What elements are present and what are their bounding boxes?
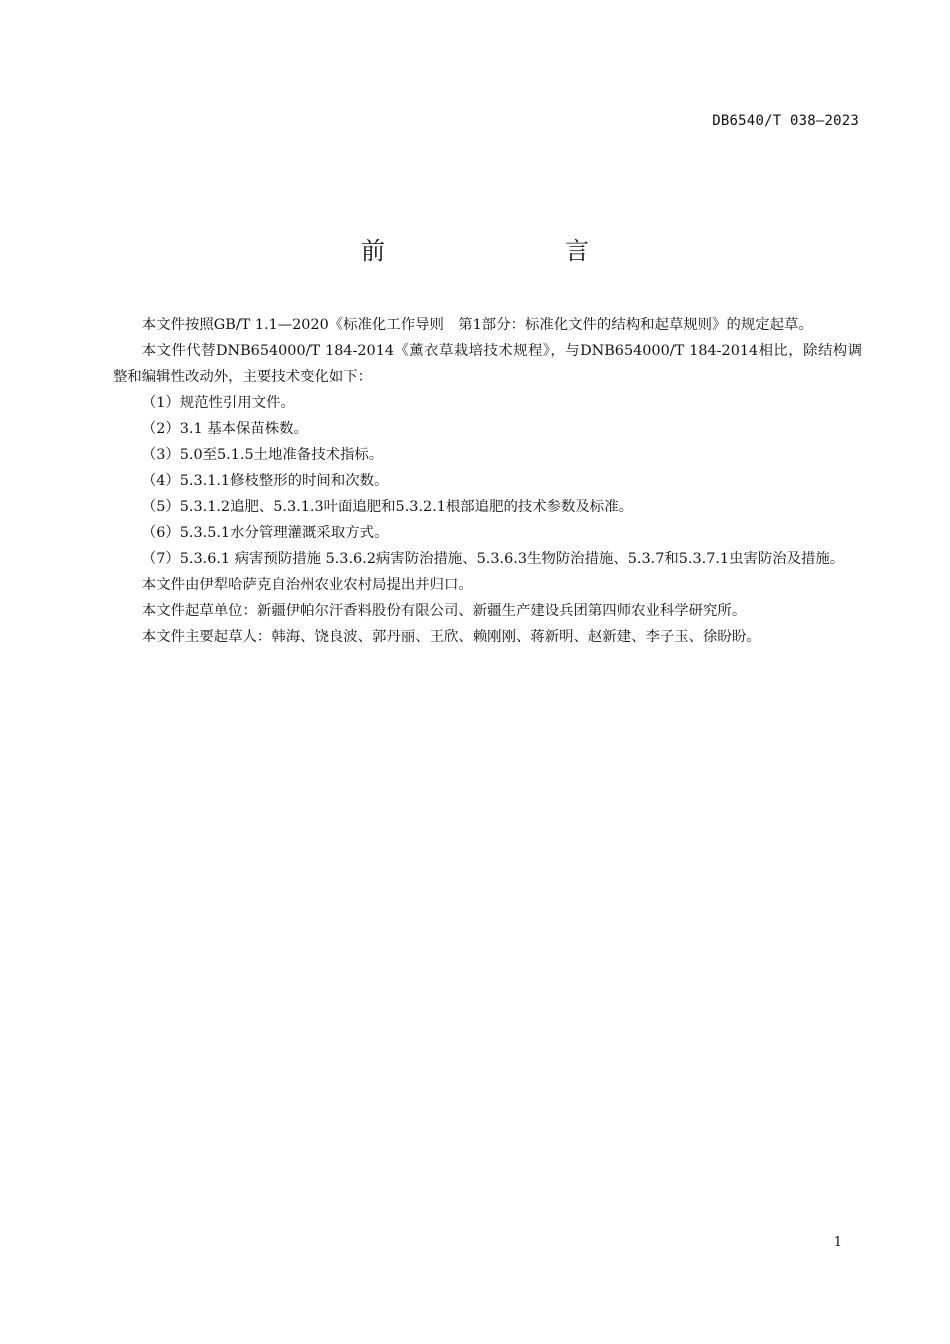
list-item-change-5: （5）5.3.1.2追肥、5.3.1.3叶面追肥和5.3.2.1根部追肥的技术参数及标准。	[141, 499, 633, 515]
paragraph-drafting-basis: 本文件按照GB/T 1.1—2020《标准化工作导则 第1部分：标准化文件的结构和起草规则》的规定起草。	[141, 317, 813, 333]
list-item-change-6: （6）5.3.5.1水分管理灌溉采取方式。	[141, 525, 389, 541]
list-item-change-7: （7）5.3.6.1 病害预防措施 5.3.6.2病害防治措施、5.3.6.3生物防治措施、5.3.7和5.3.7.1虫害防治及措施。	[141, 551, 845, 567]
page-title: 前 言	[361, 237, 633, 265]
paragraph-drafting-units: 本文件起草单位：新疆伊帕尔汗香料股份有限公司、新疆生产建设兵团第四师农业科学研究所。	[141, 603, 747, 619]
page-number: 1	[833, 1235, 842, 1250]
paragraph-proposer: 本文件由伊犁哈萨克自治州农业农村局提出并归口。	[141, 577, 473, 593]
paragraph-drafters: 本文件主要起草人：韩海、饶良波、郭丹丽、王欣、赖刚刚、蒋新明、赵新建、李子玉、徐盼盼。	[141, 629, 761, 645]
list-item-change-4: （4）5.3.1.1修枝整形的时间和次数。	[141, 473, 389, 489]
document-code: DB6540/T 038—2023	[712, 113, 859, 129]
foreword-body	[113, 312, 862, 650]
list-item-change-1: （1）规范性引用文件。	[141, 395, 295, 411]
list-item-change-2: （2）3.1 基本保苗株数。	[141, 421, 308, 437]
paragraph-replacement: 本文件代替DNB654000/T 184-2014《薰衣草栽培技术规程》，与DNB654000/T 184-2014相比，除结构调整和编辑性改动外，主要技术变化如下：	[113, 343, 862, 385]
list-item-change-3: （3）5.0至5.1.5土地准备技术指标。	[141, 447, 384, 463]
